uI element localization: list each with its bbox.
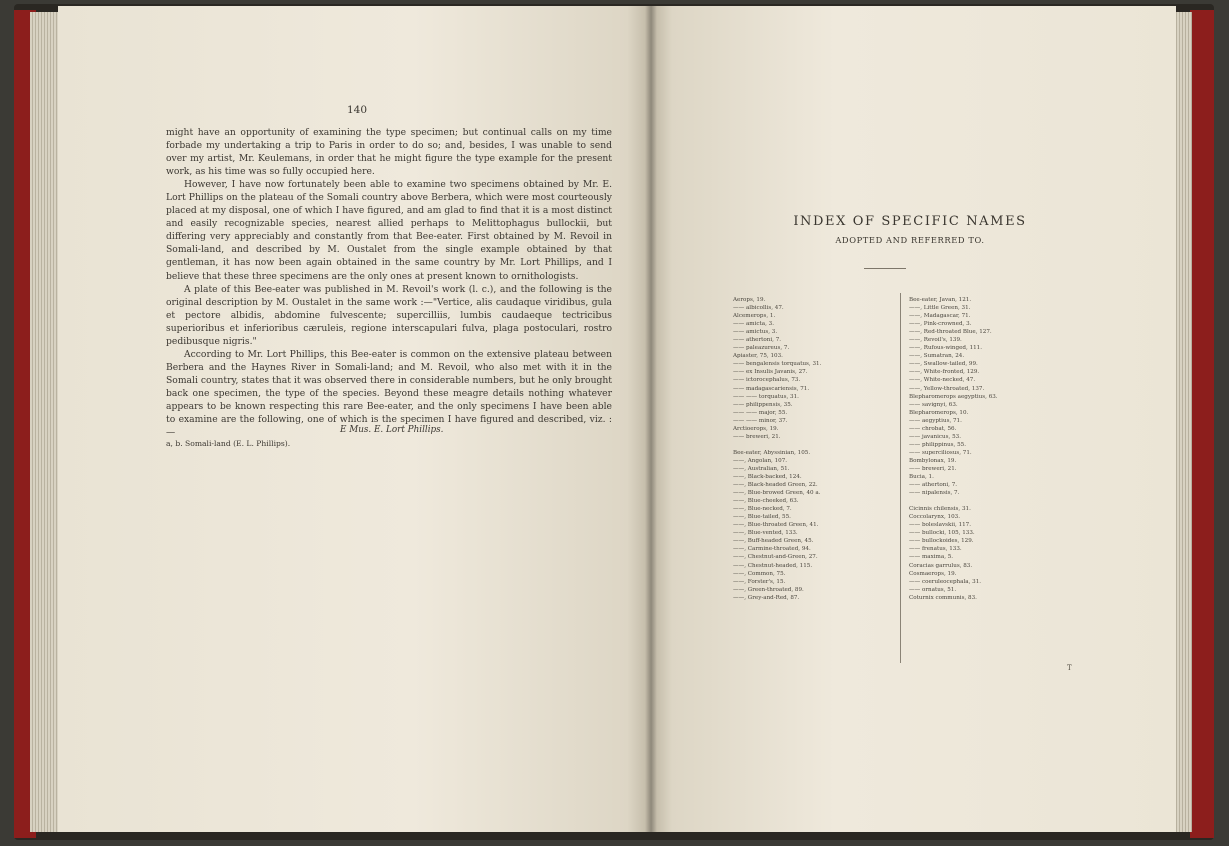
index-entry: Bombylonax, 19. bbox=[909, 457, 957, 464]
index-entry: ——, Madagascar, 71. bbox=[909, 313, 971, 320]
index-entry: ——, Blue-cheeked, 63. bbox=[733, 498, 799, 505]
index-entry: —— savignyi, 63. bbox=[909, 401, 958, 408]
index-entry: —— superciliosus, 71. bbox=[909, 449, 972, 456]
index-entry: Aerops, 19. bbox=[733, 297, 766, 303]
index-entry: Coturnix communis, 83. bbox=[909, 594, 977, 601]
title-rule bbox=[864, 268, 906, 269]
index-entry: Apiaster, 75, 103. bbox=[733, 353, 783, 360]
index-entry: Blepharomerops, 10. bbox=[909, 409, 969, 416]
book-gutter bbox=[645, 6, 657, 832]
index-entry: Blepharomerops aegyptius, 63. bbox=[909, 393, 998, 400]
paragraph-1: might have an opportunity of examining the type specimen; but continual calls on my time forbade my undertaking a trip to Paris in order to do so; and, besides, I was unable to send over my artist, Mr. Keulemans, in order that he might figure the type example for the present work, as his time was so fully occupied here. bbox=[166, 127, 612, 178]
index-entry: ——, Pink-crowned, 3. bbox=[909, 321, 972, 328]
specimen-line: a, b. Somali-land (E. L. Phillips). bbox=[166, 439, 291, 448]
index-entry: ——, Green-throated, 89. bbox=[733, 586, 804, 593]
index-entry: —— boleslavskii, 117. bbox=[909, 522, 972, 529]
index-entry: Coracias garrulus, 83. bbox=[909, 562, 973, 569]
index-entry: ——, Revoil's, 139. bbox=[909, 337, 962, 344]
index-entry: ——, Blue-throated Green, 41. bbox=[733, 522, 819, 529]
museum-caption: E Mus. E. Lort Phillips. bbox=[340, 425, 444, 435]
column-divider bbox=[900, 293, 901, 663]
index-entry: ——, White-fronted, 129. bbox=[909, 369, 980, 376]
right-red-binding bbox=[1190, 10, 1214, 838]
index-entry: —— —— torquatus, 31. bbox=[733, 393, 799, 400]
index-entry: —— coeruleocephala, 31. bbox=[909, 578, 982, 585]
index-entry: ——, Little Green, 31. bbox=[909, 305, 971, 312]
body-text bbox=[166, 126, 612, 439]
index-entry: —— philippinus, 55. bbox=[909, 441, 966, 448]
index-entry: ——, Chestnut-headed, 115. bbox=[733, 562, 813, 569]
index-entry: —— nipalensis, 7. bbox=[909, 490, 960, 497]
page-number: 140 bbox=[346, 104, 368, 116]
index-entry: ——, Yellow-throated, 137. bbox=[909, 385, 985, 392]
index-title: INDEX OF SPECIFIC NAMES bbox=[793, 214, 1027, 229]
index-entry: —— chrobat, 56. bbox=[909, 425, 957, 432]
index-entry: Bee-eater, Javan, 121. bbox=[909, 297, 972, 303]
index-entry: —— bullocki, 105, 133. bbox=[909, 530, 975, 537]
index-entry: —— paleazureus, 7. bbox=[733, 345, 790, 352]
index-entry: ——, Forster's, 15. bbox=[733, 578, 786, 585]
index-entry: ——, Carmine-throated, 94. bbox=[733, 546, 811, 553]
index-column-left bbox=[733, 296, 903, 602]
index-entry: —— amictus, 3. bbox=[733, 329, 778, 336]
index-entry: —— ictorocephalus, 73. bbox=[733, 377, 801, 384]
index-entry: —— bullockoides, 129. bbox=[909, 538, 974, 545]
paragraph-3: A plate of this Bee-eater was published in M. Revoil's work (l. c.), and the following is the original description by M. Oustalet in the same work :—"Vertice, alis caudaque viridibus, gula et pectore albidis, abdomine fulvescente; supercilliis, lumbis caudaeque tectricibus superioribus et inferioribus cæruleis, regione interscapulari fulva, plaga postoculari, rostro pedibusque nigris." bbox=[166, 283, 612, 347]
index-gap bbox=[733, 441, 903, 449]
index-entry: ——, Blue-browed Green, 40 a. bbox=[733, 490, 821, 497]
index-entry: ——, Common, 75. bbox=[733, 570, 786, 577]
index-entry: Alcemerops, 1. bbox=[733, 313, 776, 320]
index-entry: —— ex Insulis Javanis, 27. bbox=[733, 369, 808, 376]
index-entry: —— bengalensis torquatus, 31. bbox=[733, 361, 822, 368]
index-entry: ——, White-necked, 47. bbox=[909, 377, 976, 384]
index-entry: —— athertoni, 7. bbox=[909, 482, 958, 489]
index-entry: ——, Black-headed Green, 22. bbox=[733, 482, 818, 489]
index-entry: —— —— minor, 37. bbox=[733, 417, 788, 424]
paragraph-2: However, I have now fortunately been able to examine two specimens obtained by Mr. E. Lort Phillips on the plateau of the Somali country above Berbera, which were most courteously placed at my disposal, one of which I have figured, and am glad to find that it is a most distinct and easily recognizable species, nearest allied perhaps to Melittophagus bullockii, but differing very appreciably and constantly from that Bee-eater. First obtained by M. Revoil in Somali-land, and described by M. Oustalet from the single example obtained by that gentleman, it has now been again obtained in the same country by Mr. Lort Phillips, and I believe that these three specimens are the only ones at present known to ornithologists. bbox=[166, 179, 612, 282]
index-entry: Cicinnis chilensis, 31. bbox=[909, 506, 971, 513]
index-entry: ——, Red-throated Blue, 127. bbox=[909, 329, 992, 336]
index-column-right bbox=[909, 296, 1079, 602]
signature-mark: T bbox=[1067, 664, 1072, 672]
index-entry: ——, Grey-and-Red, 87. bbox=[733, 594, 800, 601]
index-entry: Bucia, 1. bbox=[909, 474, 934, 481]
index-entry: —— frenatus, 133. bbox=[909, 546, 962, 553]
index-entry: Arctioerops, 19. bbox=[733, 425, 779, 432]
index-entry: ——, Black-backed, 124. bbox=[733, 473, 802, 480]
index-entry: —— aegyptius, 71. bbox=[909, 417, 962, 424]
index-entry: —— javanicus, 53. bbox=[909, 433, 961, 440]
index-entry: ——, Buff-headed Green, 45. bbox=[733, 538, 814, 545]
index-entry: —— —— major, 55. bbox=[733, 409, 788, 416]
index-entry: ——, Rufous-winged, 111. bbox=[909, 345, 983, 352]
index-entry: —— philippensis, 35. bbox=[733, 401, 793, 408]
index-entry: —— albicollis, 47. bbox=[733, 305, 784, 312]
index-entry: Bee-eater, Abyssinian, 105. bbox=[733, 449, 811, 456]
index-entry: ——, Blue-vented, 133. bbox=[733, 530, 798, 537]
index-gap bbox=[909, 497, 1079, 505]
index-entry: ——, Angolan, 107. bbox=[733, 457, 788, 464]
index-entry: ——, Sumatran, 24. bbox=[909, 353, 965, 360]
index-entry: ——, Blue-necked, 7. bbox=[733, 506, 792, 513]
index-subtitle: ADOPTED AND REFERRED TO. bbox=[835, 235, 985, 245]
index-entry: —— breweri, 21. bbox=[733, 433, 781, 440]
index-entry: —— maxima, 5. bbox=[909, 554, 954, 561]
index-entry: —— amicta, 3. bbox=[733, 321, 775, 328]
index-entry: ——, Swallow-tailed, 99. bbox=[909, 361, 978, 368]
index-entry: —— athertoni, 7. bbox=[733, 337, 782, 344]
index-entry: —— madagascariensis, 71. bbox=[733, 385, 810, 392]
index-entry: —— ornatus, 51. bbox=[909, 586, 957, 593]
paragraph-4: According to Mr. Lort Phillips, this Bee-eater is common on the extensive plateau between Berbera and the Haynes River in Somali-land; and M. Revoil, who also met with it in the Somali country, states that it was observed there in considerable numbers, but he only brought back one specimen, the type of the species. Beyond these meagre details nothing whatever appears to be known respecting this rare Bee-eater, and the only specimens I have been able to examine are the following, one of which is the specimen I have figured and described, viz. :— bbox=[166, 348, 612, 439]
index-entry: Coccolarynx, 103. bbox=[909, 514, 961, 521]
index-entry: ——, Chestnut-and-Green, 27. bbox=[733, 554, 818, 561]
index-entry: ——, Australian, 51. bbox=[733, 465, 790, 472]
index-entry: Cosmaerops, 19. bbox=[909, 570, 957, 577]
index-entry: —— breweri, 21. bbox=[909, 465, 957, 472]
index-entry: ——, Blue-tailed, 55. bbox=[733, 514, 791, 521]
